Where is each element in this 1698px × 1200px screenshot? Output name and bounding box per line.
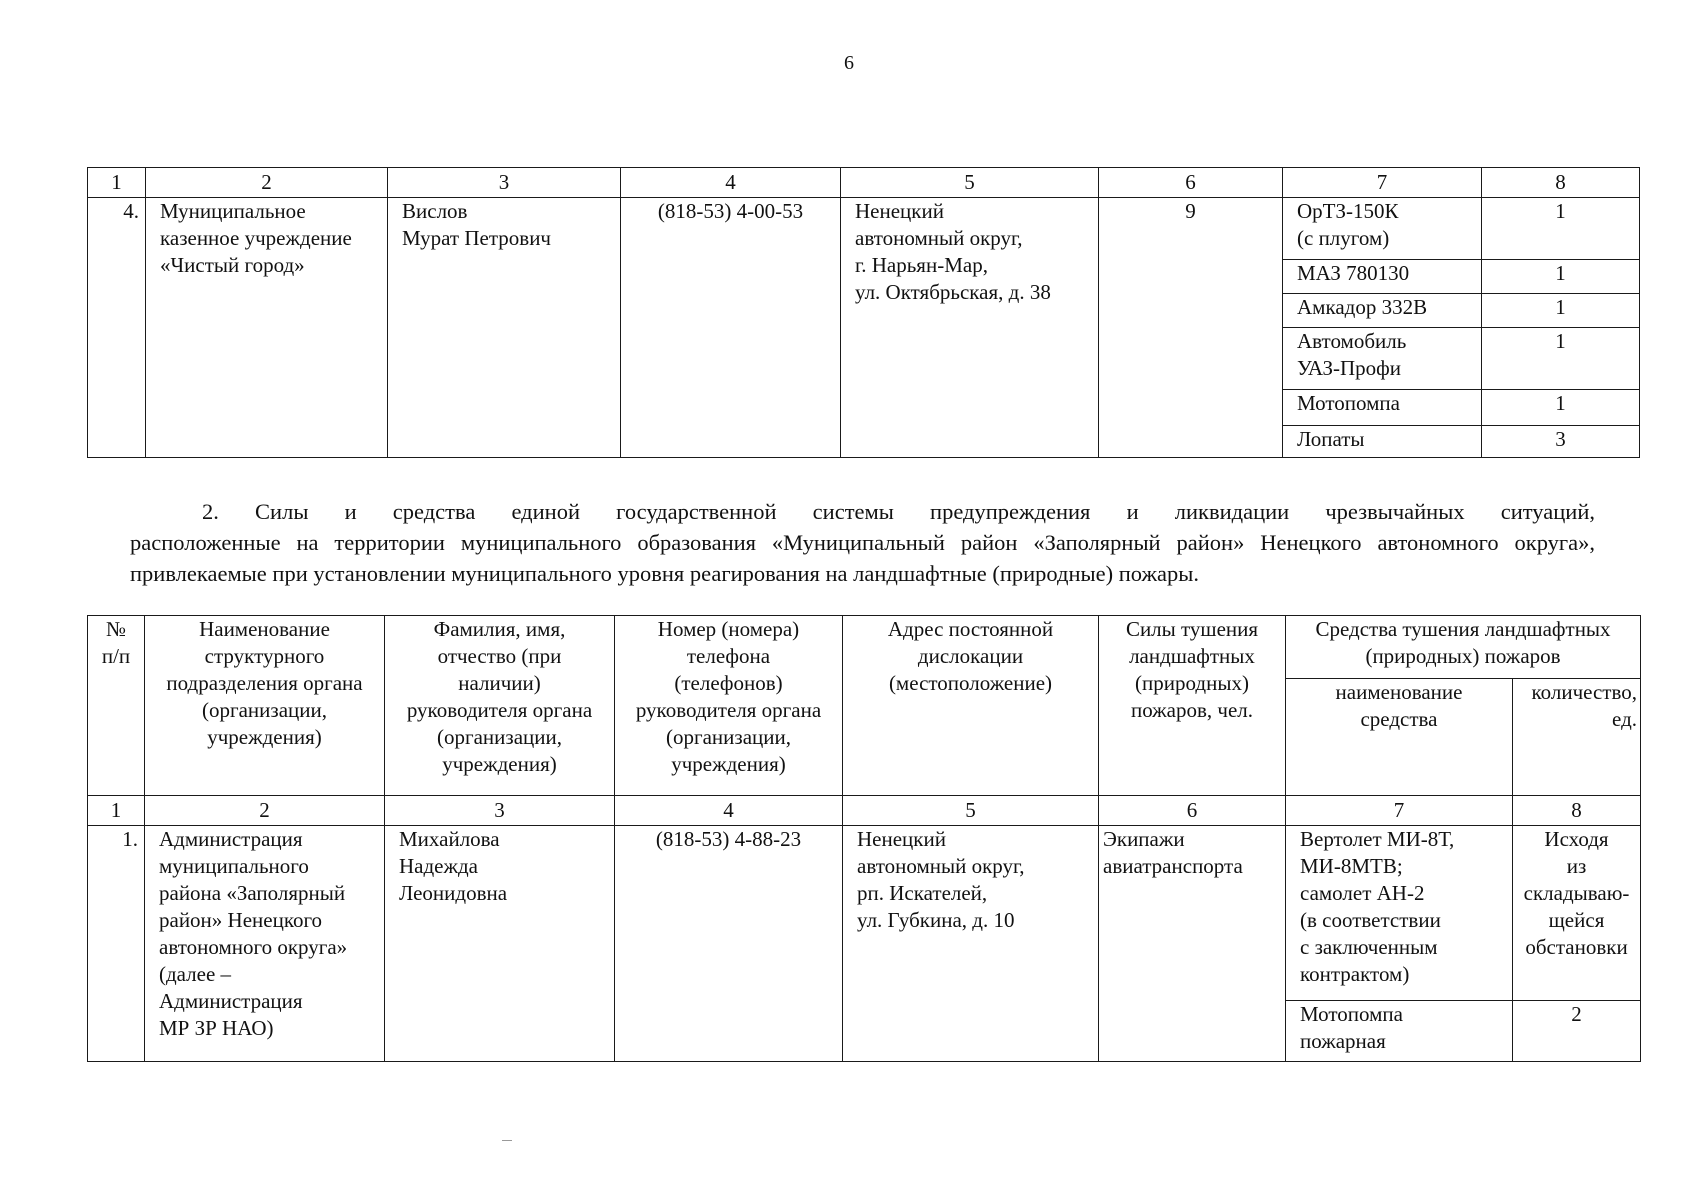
address: Ненецкий автономный округ, рп. Искателей, ул. Губкина, д. 10 bbox=[843, 826, 1099, 1062]
head-name: Вислов Мурат Петрович bbox=[388, 198, 621, 458]
equipment-qty: 1 bbox=[1482, 260, 1640, 294]
header-head: Фамилия, имя, отчество (при наличии) руководителя органа (организации, учреждения) bbox=[385, 616, 615, 796]
equipment-qty: Исходя из складываю- щейся обстановки bbox=[1513, 826, 1641, 1001]
organization-name: Муниципальное казенное учреждение «Чистый город» bbox=[146, 198, 388, 458]
header-forces: Силы тушения ландшафтных (природных) пожаров, чел. bbox=[1099, 616, 1286, 796]
col-number: 6 bbox=[1099, 796, 1286, 826]
col-number: 5 bbox=[843, 796, 1099, 826]
equipment-name: Амкадор 332В bbox=[1283, 294, 1482, 328]
equipment-name: МАЗ 780130 bbox=[1283, 260, 1482, 294]
row-number: 4. bbox=[88, 198, 146, 458]
column-number-row bbox=[88, 796, 1641, 826]
header-organization: Наименование структурного подразделения органа (организации, учреждения) bbox=[145, 616, 385, 796]
address: Ненецкий автономный округ, г. Нарьян-Мар, ул. Октябрьская, д. 38 bbox=[841, 198, 1099, 458]
col-number: 7 bbox=[1283, 168, 1482, 198]
col-number: 7 bbox=[1286, 796, 1513, 826]
col-number: 2 bbox=[146, 168, 388, 198]
header-phone: Номер (номера) телефона (телефонов) руководителя органа (организации, учреждения) bbox=[615, 616, 843, 796]
forces-and-means-table bbox=[87, 615, 1641, 1062]
equipment-qty: 1 bbox=[1482, 390, 1640, 426]
col-number: 3 bbox=[385, 796, 615, 826]
equipment-name: Лопаты bbox=[1283, 426, 1482, 458]
col-number: 3 bbox=[388, 168, 621, 198]
equipment-name: Автомобиль УАЗ-Профи bbox=[1283, 328, 1482, 390]
col-number: 4 bbox=[621, 168, 841, 198]
equipment-qty: 1 bbox=[1482, 294, 1640, 328]
column-number-row bbox=[88, 168, 1640, 198]
header-means-name: наименование средства bbox=[1286, 679, 1513, 796]
phone-number: (818-53) 4-00-53 bbox=[621, 198, 841, 458]
equipment-qty: 1 bbox=[1482, 328, 1640, 390]
forces-description: Экипажи авиатранспорта bbox=[1099, 826, 1286, 1062]
head-name: Михайлова Надежда Леонидовна bbox=[385, 826, 615, 1062]
section-2-paragraph bbox=[130, 496, 1595, 589]
col-number: 4 bbox=[615, 796, 843, 826]
section-2-first-line: 2. Силы и средства единой государственной системы предупреждения и ликвидации чрезвычайных ситуаций, bbox=[202, 499, 1595, 524]
equipment-qty: 2 bbox=[1513, 1001, 1641, 1062]
equipment-name: Мотопомпа пожарная bbox=[1286, 1001, 1513, 1062]
col-number: 5 bbox=[841, 168, 1099, 198]
equipment-qty: 3 bbox=[1482, 426, 1640, 458]
col-number: 8 bbox=[1513, 796, 1641, 826]
col-number: 2 bbox=[145, 796, 385, 826]
section-2-continuation: расположенные на территории муниципального образования «Муниципальный район «Заполярный район» Ненецкого автономного округа», привлекаемые при установлении муниципального уровня реагирования на ландшафтные (природные) пожары. bbox=[130, 530, 1595, 586]
col-number: 8 bbox=[1482, 168, 1640, 198]
row-number: 1. bbox=[88, 826, 145, 1062]
equipment-name: Вертолет МИ-8Т, МИ-8МТВ; самолет АН-2 (в соответствии с заключенным контрактом) bbox=[1286, 826, 1513, 1001]
table-row bbox=[88, 826, 1641, 1001]
header-means-group: Средства тушения ландшафтных (природных) пожаров bbox=[1286, 616, 1641, 679]
col-number: 1 bbox=[88, 796, 145, 826]
organization-name: Администрация муниципального района «Заполярный район» Ненецкого автономного округа» (далее – Администрация МР ЗР НАО) bbox=[145, 826, 385, 1062]
equipment-table-continued bbox=[87, 167, 1640, 458]
page-number: 6 bbox=[844, 52, 854, 74]
equipment-qty: 1 bbox=[1482, 198, 1640, 260]
header-means-qty: количество, ед. bbox=[1513, 679, 1641, 796]
scan-mark bbox=[502, 1140, 512, 1141]
equipment-name: ОрТЗ-150К (с плугом) bbox=[1283, 198, 1482, 260]
col-number: 6 bbox=[1099, 168, 1283, 198]
header-address: Адрес постоянной дислокации (местоположение) bbox=[843, 616, 1099, 796]
col-number: 1 bbox=[88, 168, 146, 198]
phone-number: (818-53) 4-88-23 bbox=[615, 826, 843, 1062]
forces-count: 9 bbox=[1099, 198, 1283, 458]
header-row bbox=[88, 616, 1641, 679]
table-row bbox=[88, 198, 1640, 260]
equipment-name: Мотопомпа bbox=[1283, 390, 1482, 426]
header-num: № п/п bbox=[88, 616, 145, 796]
